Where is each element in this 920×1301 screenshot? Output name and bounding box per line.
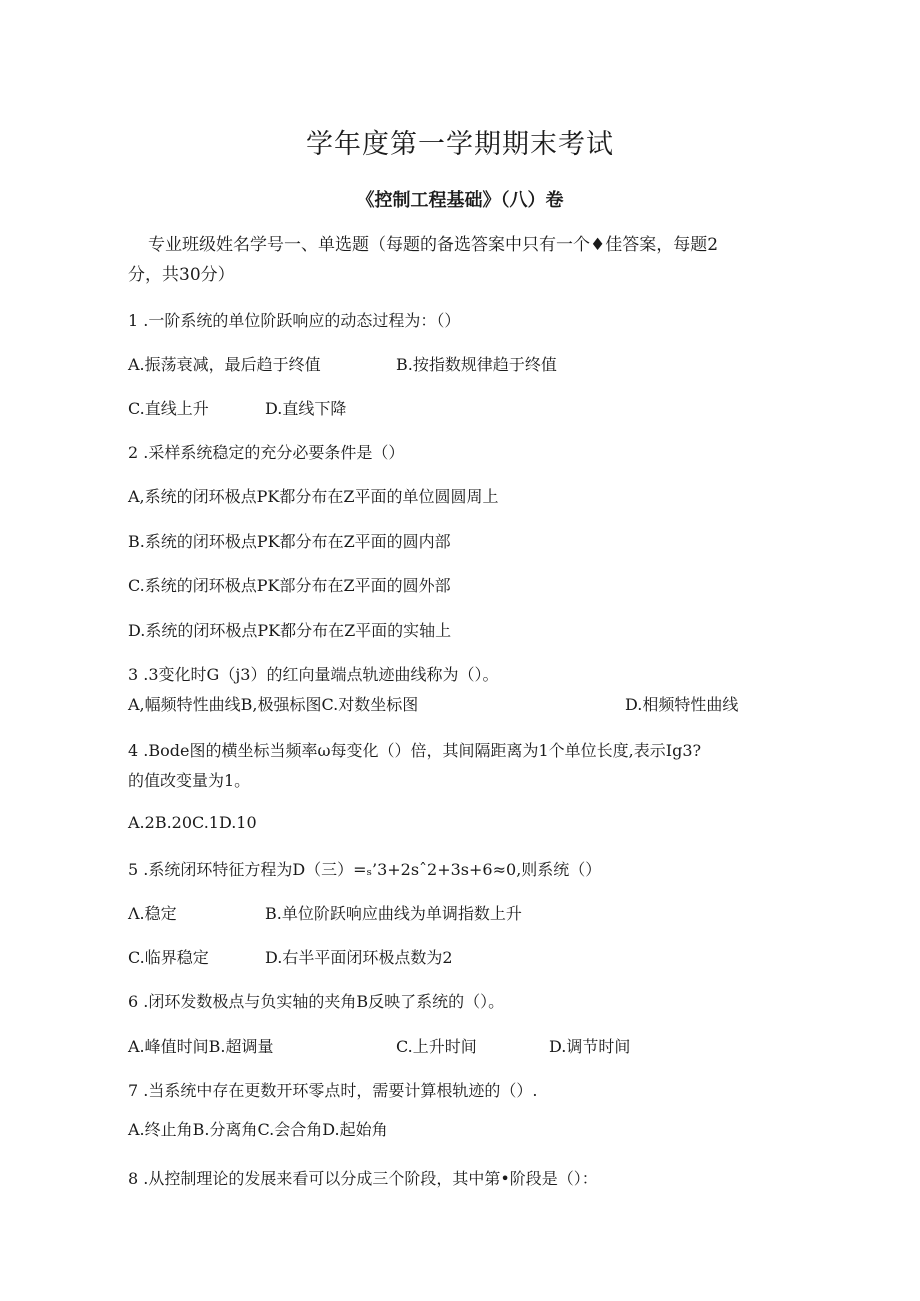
q6-option-ab: A.峰值时间B.超调量 (128, 1037, 274, 1056)
q6-option-c: C.上升时间 (396, 1037, 477, 1056)
question-8: 8 .从控制理论的发展来看可以分成三个阶段，其中第•阶段是（）： (128, 1169, 598, 1188)
question-2: 2 .采样系统稳定的充分必要条件是（） (128, 443, 405, 462)
question-3: 3 .3变化时G（j3）的红向量端点轨迹曲线称为（）。 (128, 665, 499, 684)
intro-line-1: 专业班级姓名学号一、单选题（每题的备选答案中只有一个♦佳答案，每题2 (148, 235, 719, 255)
question-5: 5 .系统闭环特征方程为D（三）=ₛ’3+2sˆ2+3s+6≈0,则系统（） (128, 860, 602, 879)
q2-option-c: C.系统的闭环极点PK部分布在Z平面的圆外部 (128, 576, 451, 595)
question-6: 6 .闭环发数极点与负实轴的夹角B反映了系统的（）。 (128, 992, 505, 1011)
q1-option-a: A.振荡衰减，最后趋于终值 (128, 355, 321, 374)
q3-option-abc: A,幅频特性曲线B,极强标图C.对数坐标图 (128, 695, 419, 714)
q3-option-d: D.相频特性曲线 (625, 695, 739, 714)
q2-option-d: D.系统的闭环极点PK都分布在Z平面的实轴上 (128, 621, 452, 640)
exam-subtitle: 《控制工程基础》（八）卷 (356, 190, 564, 211)
q5-option-d: D.右半平面闭环极点数为2 (265, 948, 453, 967)
q1-option-d: D.直线下降 (265, 399, 347, 418)
section-intro (128, 230, 778, 290)
question-1: 1 .一阶系统的单位阶跃响应的动态过程为：（） (128, 311, 461, 330)
q4-options: A.2B.20C.1D.10 (128, 813, 257, 832)
question-4: 4 .Bode图的横坐标当频率ω每变化（）倍，其间隔距离为1个单位长度,表示Ig3? (128, 741, 702, 760)
q5-option-c: C.临界稳定 (128, 948, 209, 967)
q6-option-d: D.调节时间 (549, 1037, 631, 1056)
intro-line-2: 分，共30分） (128, 265, 235, 285)
q5-option-b: B.单位阶跃响应曲线为单调指数上升 (265, 904, 522, 923)
q7-options: A.终止角B.分离角C.会合角D.起始角 (128, 1120, 388, 1139)
q2-option-a: A,系统的闭环极点PK都分布在Z平面的单位圆圆周上 (128, 487, 499, 506)
q1-option-b: B.按指数规律趋于终值 (396, 355, 557, 374)
exam-title: 学年度第一学期期末考试 (306, 129, 614, 160)
q1-option-c: C.直线上升 (128, 399, 209, 418)
q2-option-b: B.系统的闭环极点PK都分布在Z平面的圆内部 (128, 532, 451, 551)
question-4-cont: 的值改变量为1。 (128, 771, 251, 790)
question-7: 7 .当系统中存在更数开环零点时，需要计算根轨迹的（）. (128, 1081, 538, 1100)
q5-option-a: Λ.稳定 (128, 904, 177, 923)
